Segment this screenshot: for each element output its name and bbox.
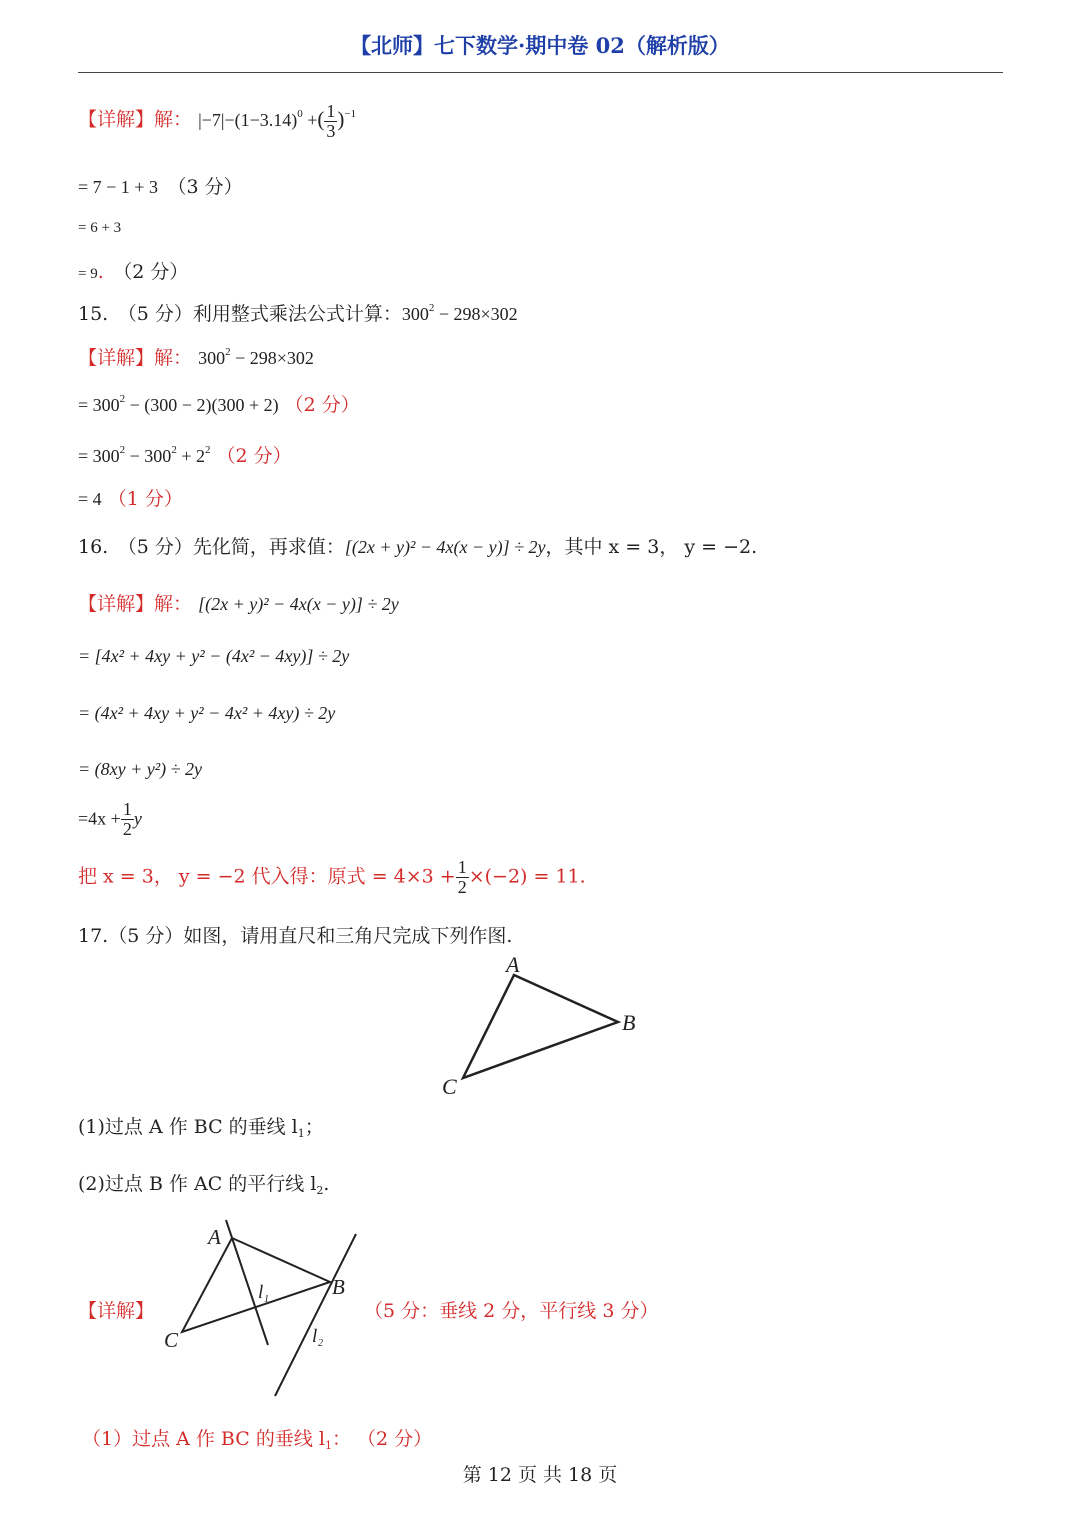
ans-label-l1: l	[258, 1282, 264, 1303]
triangle-abc	[463, 975, 618, 1078]
p15-step2: = $300^2 - 300^2 + 2^2$ （2 分）	[78, 444, 292, 467]
p16-step1: = [4x² + 4xy + y² − (4x² − 4xy)] ÷ 2y	[78, 646, 350, 666]
ans-label-l2-sub: 2	[318, 1338, 323, 1349]
label-B: B	[622, 1010, 636, 1035]
p16-solution-line: 【详解】解： [(2x + y)² − 4x(x − y)] ÷ 2y	[78, 593, 399, 615]
p14-step3: = 9. （2 分）	[78, 261, 189, 283]
ans-label-l1-sub: 1	[264, 1294, 269, 1305]
p16-step2: = (4x² + 4xy + y² − 4x² + 4xy) ÷ 2y	[78, 703, 336, 723]
parallel-l2	[275, 1234, 356, 1396]
p14-step2: = 6 + 3	[78, 220, 122, 236]
ans-label-B: B	[332, 1275, 345, 1299]
ans-label-A: A	[208, 1225, 221, 1249]
p14-fraction: $\frac{1}{3}$	[326, 101, 336, 141]
p15-step1: = $300^2 - (300 - 2)(300 + 2)$ （2 分）	[78, 393, 360, 416]
ans-label-l2: l	[312, 1326, 318, 1347]
page-header: 【北师】七下数学·期中卷 02（解析版）	[350, 33, 730, 58]
p17-question1: (1)过点 A 作 BC 的垂线 $l_1$；	[78, 1116, 324, 1140]
p17-answer1: （1）过点 A 作 BC 的垂线 $l_1$： （2 分）	[82, 1428, 433, 1452]
detail-label: 【详解】	[78, 108, 155, 131]
p17-triangle-figure	[430, 950, 660, 1100]
page-footer: 第 12 页 共 18 页	[462, 1464, 618, 1486]
p16-step4: =4x + $\frac{1}{2}$ y	[78, 799, 142, 839]
header-rule	[78, 72, 1003, 73]
p15-step3: = 4 （1 分）	[78, 488, 183, 510]
label-C: C	[442, 1074, 457, 1099]
p16-substitution: 把 x = 3， y = −2 代入得：原式 = 4×3 + $\frac{1}{2}$ ×(−2) = 11.	[78, 857, 586, 897]
solve-label: 解：	[154, 108, 193, 131]
answer-triangle	[182, 1238, 330, 1332]
p17-stem: 17.（5 分）如图，请用直尺和三角尺完成下列作图.	[78, 925, 513, 947]
p15-stem: 15. （5 分）利用整式乘法公式计算：$300^2 - 298\times 302$	[78, 302, 518, 325]
p16-stem: 16. （5 分）先化简，再求值：[(2x + y)² − 4x(x − y)] ÷ 2y，其中 x = 3， y = −2.	[78, 536, 758, 558]
p14-step1: = 7 − 1 + 3 （3 分）	[78, 176, 243, 198]
p16-half-fraction: $\frac{1}{2}$	[122, 799, 132, 839]
label-A: A	[506, 952, 520, 977]
ans-label-C: C	[164, 1328, 179, 1352]
p17-score-note: （5 分：垂线 2 分，平行线 3 分）	[364, 1300, 659, 1322]
p17-detail-label: 【详解】	[78, 1300, 155, 1322]
p16-step3: = (8xy + y²) ÷ 2y	[78, 759, 203, 779]
p15-solution-line: 【详解】解： $300^2 - 298\times 302$	[78, 346, 314, 369]
p17-answer-figure	[160, 1210, 370, 1400]
p17-question2: (2)过点 B 作 AC 的平行线 $l_2$.	[78, 1173, 330, 1197]
p14-expr: $|-7|-(1-3.14)^0$ +( $\frac{1}{3}$ )$^{-1}$	[198, 101, 357, 141]
p14-solution-line	[78, 102, 356, 141]
